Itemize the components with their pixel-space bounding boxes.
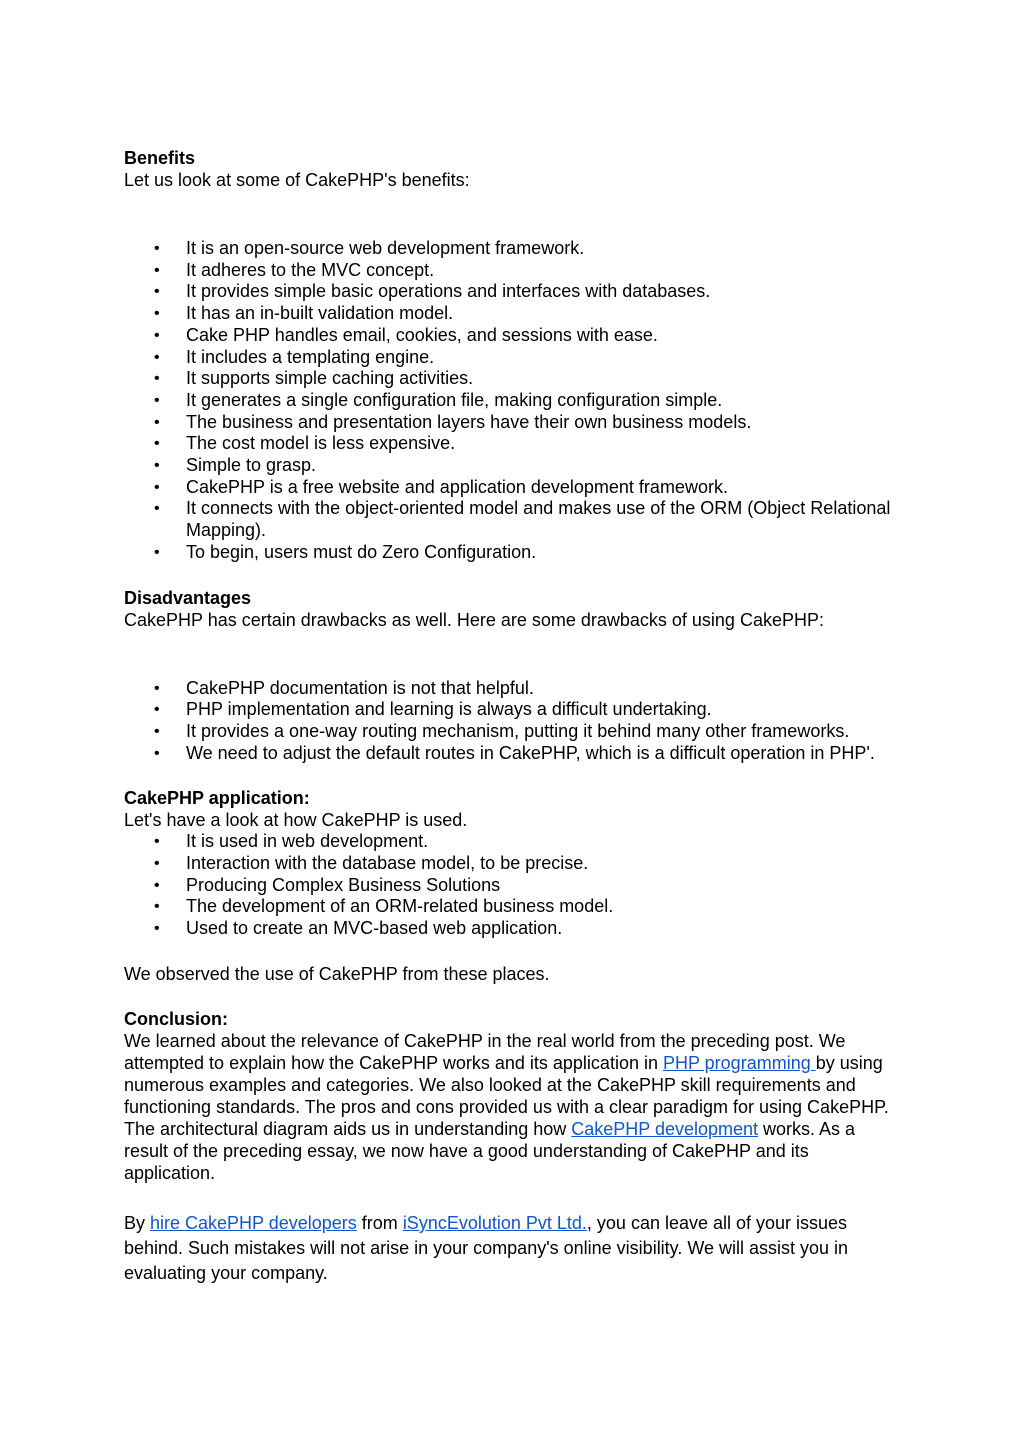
list-item: • The cost model is less expensive. bbox=[124, 433, 894, 455]
conclusion-text-1: We learned about the relevance of CakePHP in the real world from the preceding post. We attempted to explain how the CakePHP works and its application in bbox=[124, 1030, 846, 1073]
disadvantages-list bbox=[124, 678, 894, 765]
list-item: • It supports simple caching activities. bbox=[124, 368, 894, 390]
list-item: • CakePHP documentation is not that helpful. bbox=[124, 678, 894, 700]
application-list bbox=[124, 831, 894, 940]
list-item: • It generates a single configuration file, making configuration simple. bbox=[124, 390, 894, 412]
application-heading: CakePHP application: bbox=[124, 788, 310, 809]
list-item: • It includes a templating engine. bbox=[124, 347, 894, 369]
list-item: • The development of an ORM-related business model. bbox=[124, 896, 894, 918]
list-item: • It provides simple basic operations and interfaces with databases. bbox=[124, 281, 894, 303]
closing-text-2: from bbox=[356, 1212, 403, 1233]
list-item: • Used to create an MVC-based web application. bbox=[124, 918, 894, 940]
benefits-list bbox=[124, 238, 894, 564]
conclusion-paragraph bbox=[124, 1030, 894, 1184]
cakephp-development-link[interactable]: CakePHP development bbox=[571, 1118, 759, 1139]
list-item: • It connects with the object-oriented model and makes use of the ORM (Object Relational Mapping). bbox=[124, 498, 894, 541]
list-item: • Cake PHP handles email, cookies, and sessions with ease. bbox=[124, 325, 894, 347]
disadvantages-heading: Disadvantages bbox=[124, 587, 252, 608]
list-item: • To begin, users must do Zero Configuration. bbox=[124, 542, 894, 564]
closing-paragraph bbox=[124, 1211, 894, 1286]
list-item: • The business and presentation layers have their own business models. bbox=[124, 412, 894, 434]
list-item: • It is used in web development. bbox=[124, 831, 894, 853]
benefits-heading: Benefits bbox=[124, 148, 196, 168]
list-item: • It adheres to the MVC concept. bbox=[124, 260, 894, 282]
conclusion-text-2: by using numerous examples and categories. We also looked at the CakePHP skill requirements and functioning standards. The pros and cons provided us with a clear paradigm for using CakePHP. The architectural diagram aids us in understanding how bbox=[124, 1052, 889, 1139]
list-item: • PHP implementation and learning is always a difficult undertaking. bbox=[124, 699, 894, 721]
list-item: • It is an open-source web development framework. bbox=[124, 238, 894, 260]
php-programming-link[interactable]: PHP programming bbox=[662, 1052, 816, 1073]
list-item: • It provides a one-way routing mechanism, putting it behind many other frameworks. bbox=[124, 721, 894, 743]
list-item: • Interaction with the database model, to be precise. bbox=[124, 853, 894, 875]
disadvantages-intro: CakePHP has certain drawbacks as well. Here are some drawbacks of using CakePHP: bbox=[124, 609, 824, 630]
isyncevolution-link[interactable]: iSyncEvolution Pvt Ltd. bbox=[402, 1212, 587, 1233]
application-intro: Let's have a look at how CakePHP is used. bbox=[124, 810, 468, 831]
hire-cakephp-developers-link[interactable]: hire CakePHP developers bbox=[150, 1212, 357, 1233]
document-page bbox=[124, 147, 894, 1286]
closing-text-1: By bbox=[124, 1212, 151, 1233]
benefits-intro: Let us look at some of CakePHP's benefits: bbox=[124, 170, 470, 190]
list-item: • It has an in-built validation model. bbox=[124, 303, 894, 325]
list-item: • We need to adjust the default routes in CakePHP, which is a difficult operation in PHP'. bbox=[124, 743, 894, 765]
conclusion-text-3: works. As a result of the preceding essay, we now have a good understanding of CakePHP and its application. bbox=[124, 1118, 856, 1183]
list-item: • Producing Complex Business Solutions bbox=[124, 875, 894, 897]
list-item: • Simple to grasp. bbox=[124, 455, 894, 477]
application-outro: We observed the use of CakePHP from these places. bbox=[124, 963, 550, 984]
conclusion-heading: Conclusion: bbox=[124, 1008, 228, 1029]
list-item: • CakePHP is a free website and application development framework. bbox=[124, 477, 894, 499]
closing-text-3: , you can leave all of your issues behind. Such mistakes will not arise in your company's online visibility. We will assist you in evaluating your company. bbox=[124, 1212, 849, 1283]
